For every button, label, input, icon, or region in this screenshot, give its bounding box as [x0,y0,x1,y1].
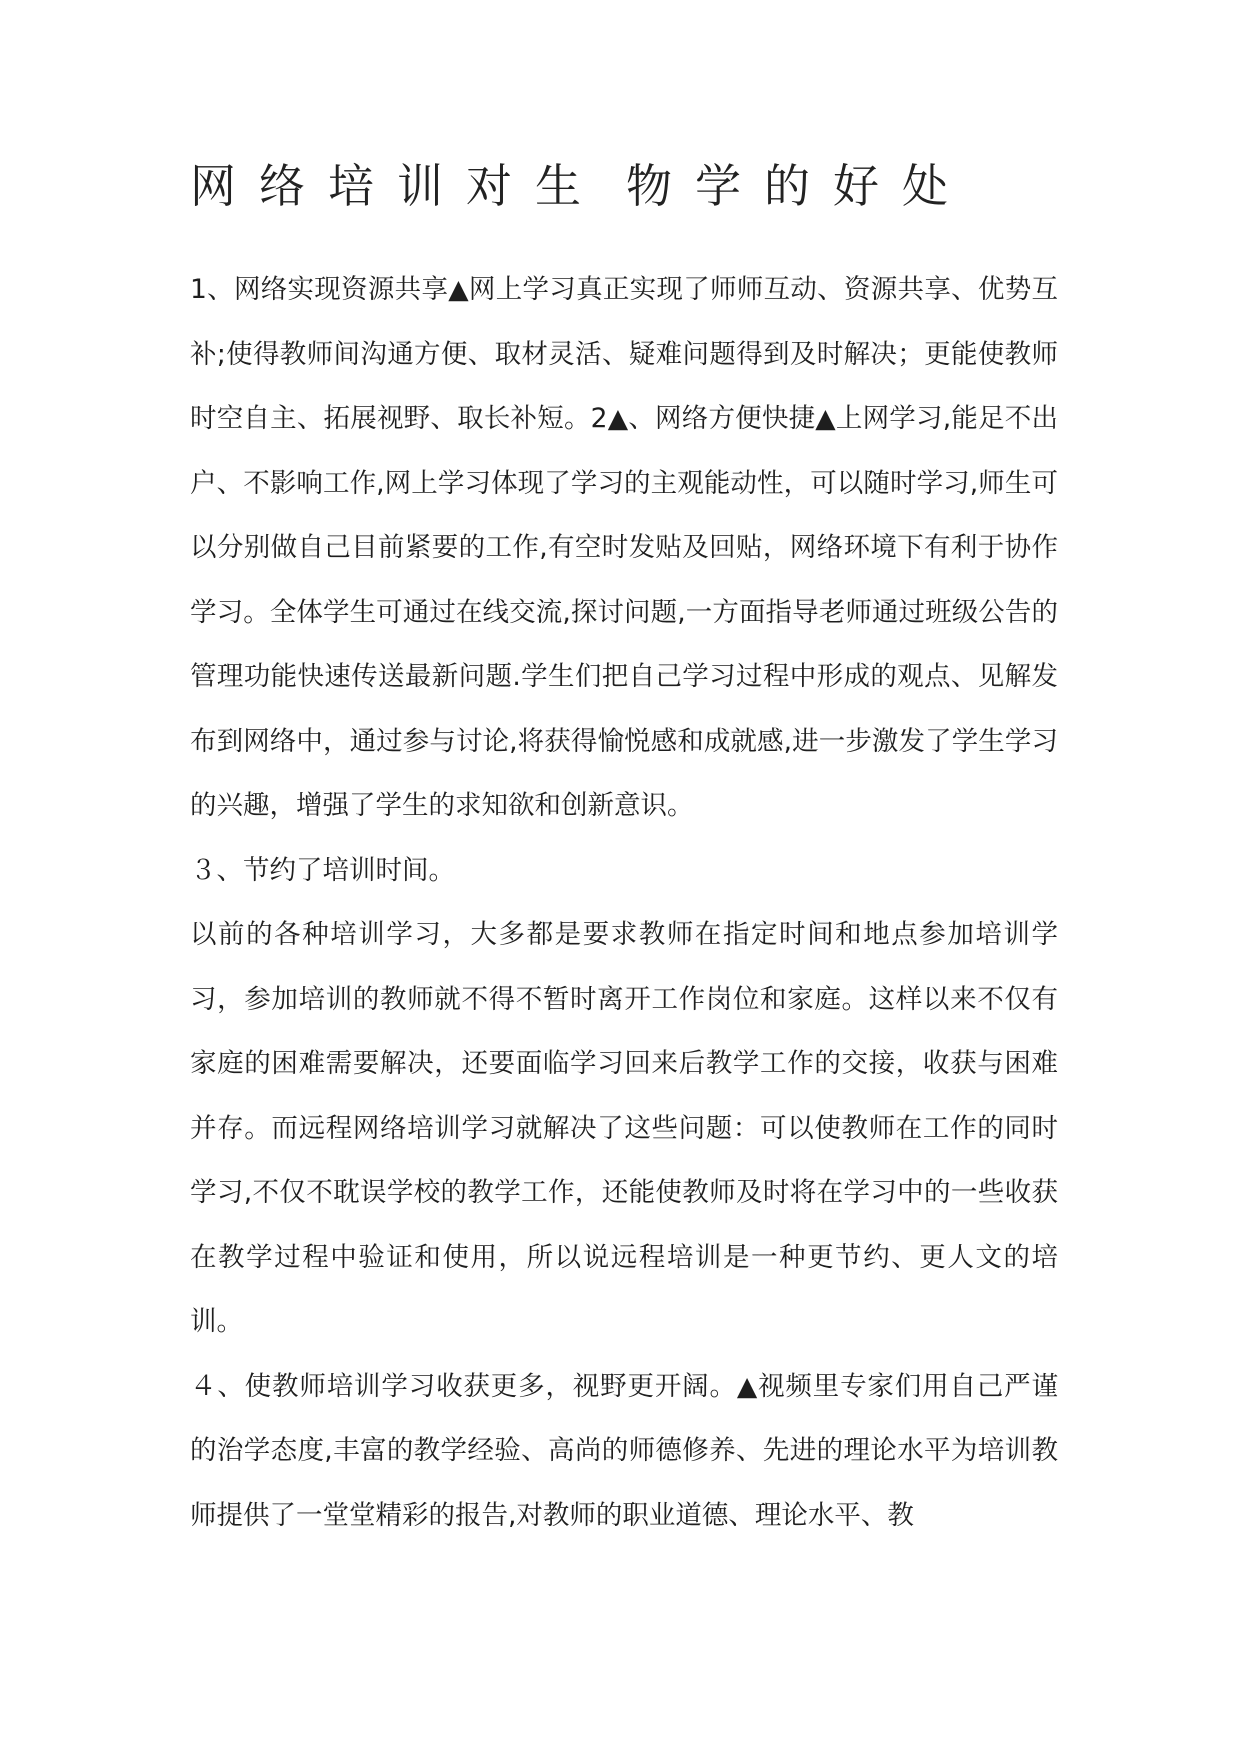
paragraph-1: 1、网络实现资源共享▲网上学习真正实现了师师互动、资源共享、优势互补;使得教师间沟通方便、取材灵活、疑难问题得到及时解决；更能使教师时空自主、拓展视野、取长补短。2▲、网络方便快捷▲上网学习,能足不出户、不影响工作,网上学习体现了学习的主观能动性，可以随时学习,师生可以分别做自己目前紧要的工作,有空时发贴及回贴，网络环境下有利于协作学习。全体学生可通过在线交流,探讨问题,一方面指导老师通过班级公告的管理功能快速传送最新问题.学生们把自己学习过程中形成的观点、见解发布到网络中，通过参与讨论,将获得愉悦感和成就感,进一步激发了学生学习的兴趣，增强了学生的求知欲和创新意识。 [190,274,1058,821]
paragraph-4: ４、使教师培训学习收获更多，视野更开阔。▲视频里专家们用自己严谨的治学态度,丰富的教学经验、高尚的师德修养、先进的理论水平为培训教师提供了一堂堂精彩的报告,对教师的职业道德、理论水平、教 [190,1370,1058,1531]
document-body [190,258,1058,1548]
title-part-1: 网络培训对生 [190,159,604,213]
paragraph-2: ３、节约了培训时间。 [190,854,455,886]
document-title [190,150,1090,222]
paragraph-3: 以前的各种培训学习，大多都是要求教师在指定时间和地点参加培训学习，参加培训的教师就不得不暂时离开工作岗位和家庭。这样以来不仅有家庭的困难需要解决，还要面临学习回来后教学工作的交接，收获与困难并存。而远程网络培训学习就解决了这些问题：可以使教师在工作的同时学习,不仅不耽误学校的教学工作，还能使教师及时将在学习中的一些收获在教学过程中验证和使用，所以说远程培训是一种更节约、更人文的培训。 [190,919,1058,1337]
title-part-2: 物学的好处 [626,159,971,213]
